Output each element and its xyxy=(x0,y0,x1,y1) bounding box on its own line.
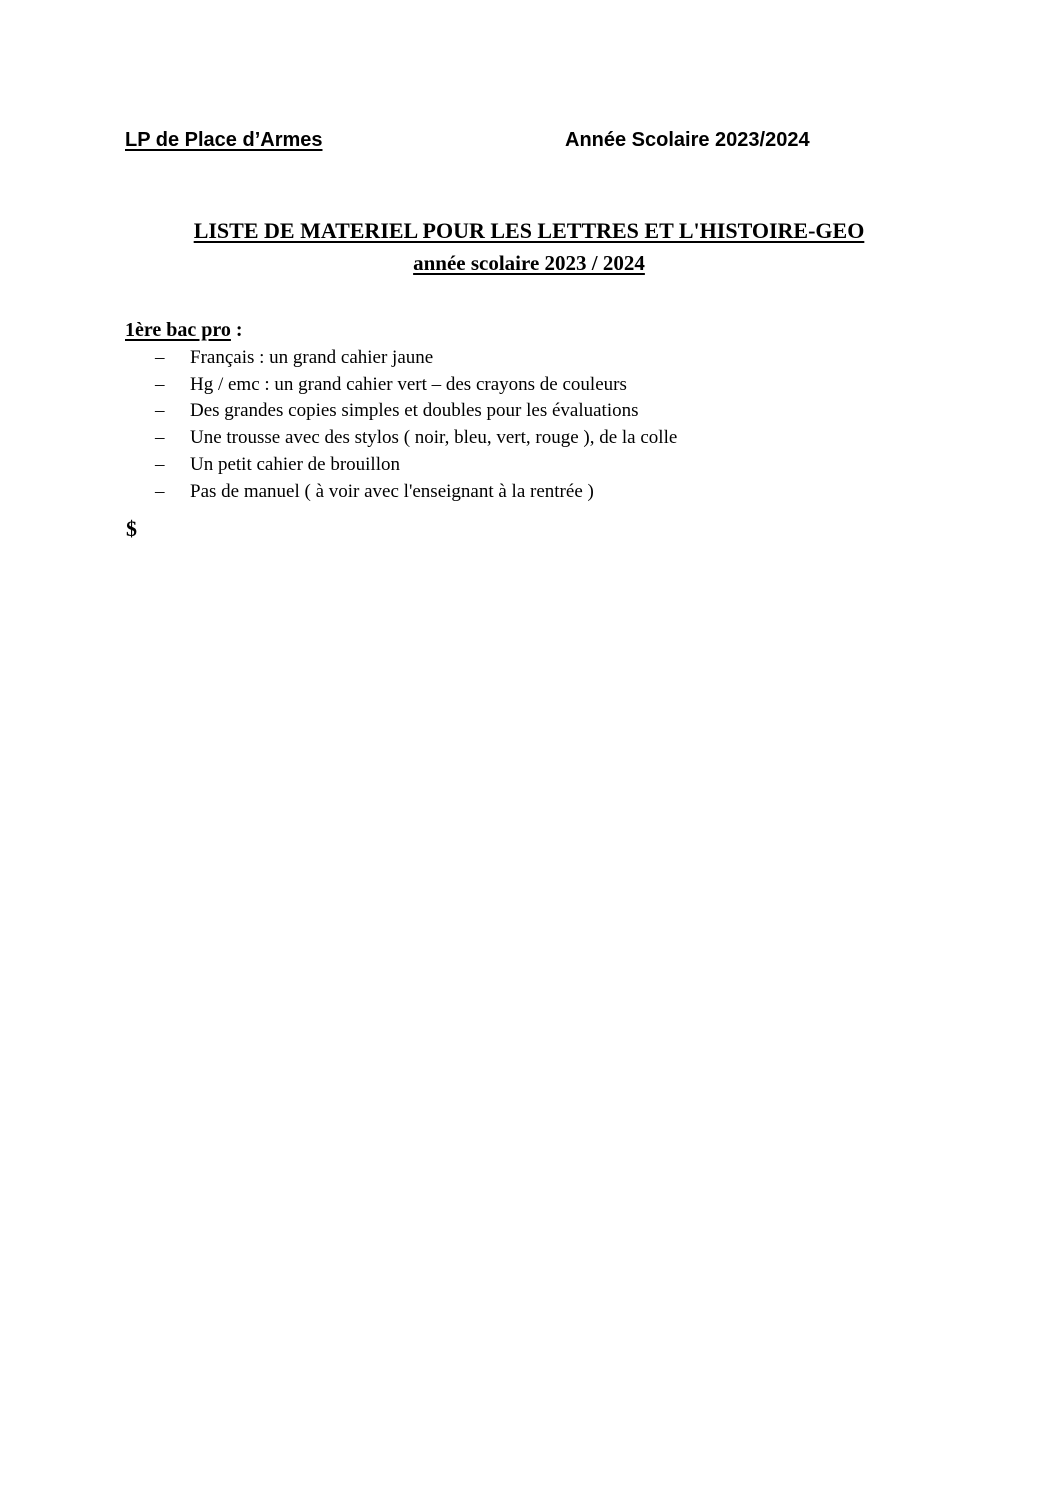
dash-bullet: – xyxy=(155,480,165,502)
dash-bullet: – xyxy=(155,347,165,368)
dash-bullet: – xyxy=(155,400,165,422)
section-heading-colon: : xyxy=(230,319,243,341)
list-item xyxy=(155,345,677,372)
list-item xyxy=(155,479,677,506)
list-item-text: Des grandes copies simples et doubles pour les évaluations xyxy=(190,400,639,422)
dash-bullet: – xyxy=(155,427,165,449)
document-subtitle-row xyxy=(0,251,1058,276)
list-item xyxy=(155,425,677,452)
list-item-text: Un petit cahier de brouillon xyxy=(190,453,400,475)
section-heading-text: 1ère bac pro xyxy=(125,319,231,341)
stray-field-mark: $ xyxy=(126,516,137,541)
dash-bullet: – xyxy=(155,373,165,395)
list-item-text: Hg / emc : un grand cahier vert – des crayons de couleurs xyxy=(190,373,627,395)
list-item xyxy=(155,452,677,479)
school-year-header: Année Scolaire 2023/2024 xyxy=(565,129,810,151)
list-item-text: Une trousse avec des stylos ( noir, bleu, vert, rouge ), de la colle xyxy=(190,427,678,449)
list-item-text: Pas de manuel ( à voir avec l'enseignant à la rentrée ) xyxy=(190,480,594,502)
list-item xyxy=(155,398,677,425)
list-item-text: Français : un grand cahier jaune xyxy=(190,347,434,368)
title-block xyxy=(0,218,1058,276)
school-name: LP de Place d’Armes xyxy=(125,129,323,151)
dash-bullet: – xyxy=(155,453,165,475)
document-subtitle: année scolaire 2023 / 2024 xyxy=(413,251,645,275)
document-title: LISTE DE MATERIEL POUR LES LETTRES ET L'HISTOIRE-GEO xyxy=(193,218,865,243)
section-heading xyxy=(125,319,243,342)
supplies-list xyxy=(155,345,677,505)
list-item xyxy=(155,372,677,399)
